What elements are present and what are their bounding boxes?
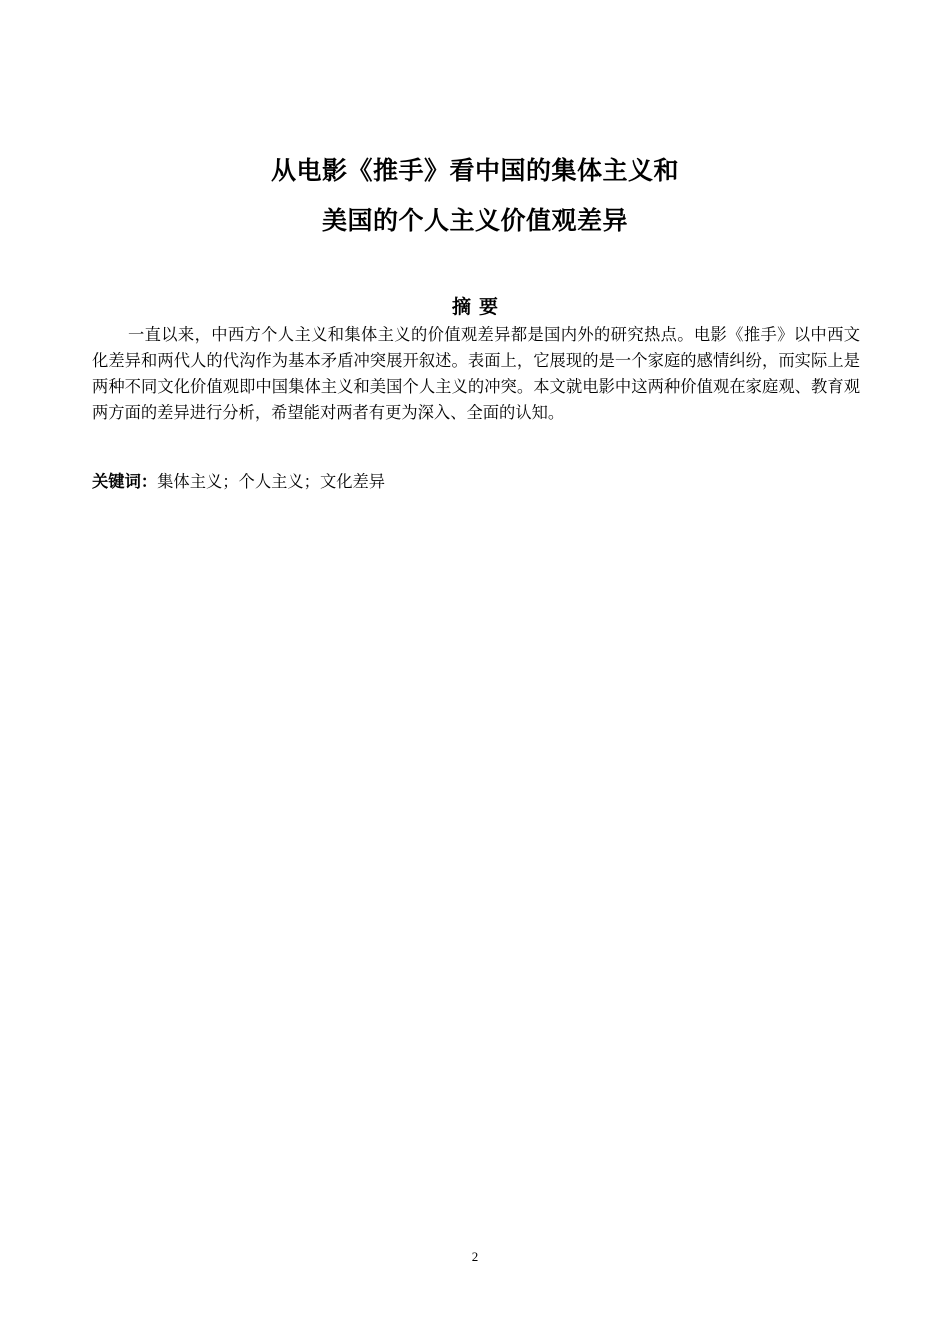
- document-title-line-1: 从电影《推手》看中国的集体主义和: [270, 156, 679, 185]
- keywords-line: [92, 469, 860, 495]
- abstract-paragraph: 一直以来，中西方个人主义和集体主义的价值观差异都是国内外的研究热点。电影《推手》以中西文化差异和两代人的代沟作为基本矛盾冲突展开叙述。表面上，它展现的是一个家庭的感情纠纷，而实际上是两种不同文化价值观即中国集体主义和美国个人主义的冲突。本文就电影中这两种价值观在家庭观、教育观两方面的差异进行分析，希望能对两者有更为深入、全面的认知。: [92, 325, 860, 422]
- keywords-value: 集体主义；个人主义；文化差异: [157, 472, 386, 491]
- abstract-heading: 摘要: [451, 296, 506, 318]
- page-number: 2: [471, 1249, 479, 1264]
- document-title-line-2: 美国的个人主义价值观差异: [321, 206, 628, 235]
- keywords-label: 关键词：: [92, 472, 158, 491]
